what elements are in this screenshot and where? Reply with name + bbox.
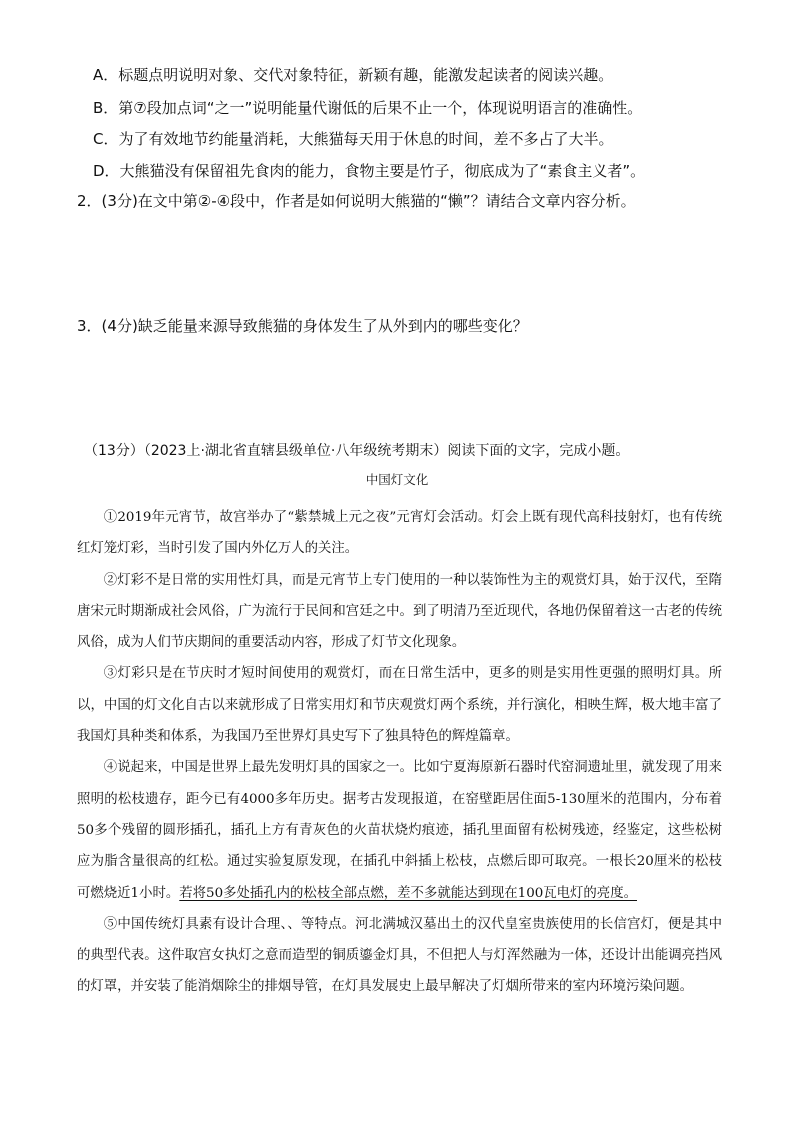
paragraph-2: ②灯彩不是日常的实用性灯具，而是元宵节上专门使用的一种以装饰性为主的观赏灯具，始于汉代，至隋唐宋元时期渐成社会风俗，广为流行于民间和宫廷之中。到了明清乃至近现代，各地仍保留着这一古老的传统风俗，成为人们节庆期间的重要活动内容，形成了灯节文化现象。 (77, 572, 722, 651)
question-3: 3．(4分)缺乏能量来源导致熊猫的身体发生了从外到内的哪些变化？ (77, 317, 528, 335)
paragraph-4-text: ④说起来，中国是世界上最先发明灯具的国家之一。比如宁夏海原新石器时代窑洞遗址里，就发现了用来照明的松枝遗存，距今已有4000多年历史。据考古发现报道，在窑壁距居住面5-130厘米的范围内，分布着50多个残留的圆形插孔，插孔上方有青灰色的火苗状烧灼痕迹，插孔里面留有松树残迹，经鉴定，这些松树应为脂含量很高的红松。通过实验复原发现，在插孔中斜插上松枝，点燃后即可取亮。一根长20厘米的松枝可燃烧近1小时。 (77, 760, 722, 901)
paragraph-1: ①2019年元宵节，故宫举办了“紫禁城上元之夜”元宵灯会活动。灯会上既有现代高科技射灯，也有传统红灯笼灯彩，当时引发了国内外亿万人的关注。 (77, 510, 722, 557)
option-c: C．为了有效地节约能量消耗，大熊猫每天用于休息的时间，差不多占了大半。 (93, 130, 614, 148)
article-body (77, 502, 722, 1003)
question-2: 2．(3分)在文中第②-④段中，作者是如何说明大熊猫的“懒”？请结合文章内容分析。 (77, 192, 636, 210)
reading-source-line: （13分）（2023上·湖北省直辖县级单位·八年级统考期末）阅读下面的文字，完成小题。 (84, 443, 630, 459)
option-a: A．标题点明说明对象、交代对象特征，新颖有趣，能激发起读者的阅读兴趣。 (93, 66, 614, 84)
paragraph-4 (77, 752, 722, 908)
option-d: D．大熊猫没有保留祖先食肉的能力，食物主要是竹子，彻底成为了“素食主义者”。 (93, 162, 646, 180)
article-title: 中国灯文化 (365, 472, 429, 487)
underlined-sentence: 若将50多处插孔内的松枝全部点燃，差不多就能达到现在100瓦电灯的亮度。 (179, 885, 637, 901)
paragraph-5: ⑤中国传统灯具素有设计合理、、等特点。河北满城汉墓出土的汉代皇室贵族使用的长信宫灯，便是其中的典型代表。这件取宫女执灯之意而造型的铜质鎏金灯具，不但把人与灯浑然融为一体，还设计出能调亮挡风的灯罩，并安装了能消烟除尘的排烟导管，在灯具发展史上最早解决了灯烟所带来的室内环境污染问题。 (77, 916, 722, 995)
paragraph-3: ③灯彩只是在节庆时才短时间使用的观赏灯，而在日常生活中，更多的则是实用性更强的照明灯具。所以，中国的灯文化自古以来就形成了日常实用灯和节庆观赏灯两个系统，并行演化，相映生辉，极大地丰富了我国灯具种类和体系，为我国乃至世界灯具史写下了独具特色的辉煌篇章。 (77, 666, 722, 745)
option-b: B．第⑦段加点词“之一”说明能量代谢低的后果不止一个，体现说明语言的准确性。 (93, 99, 643, 117)
